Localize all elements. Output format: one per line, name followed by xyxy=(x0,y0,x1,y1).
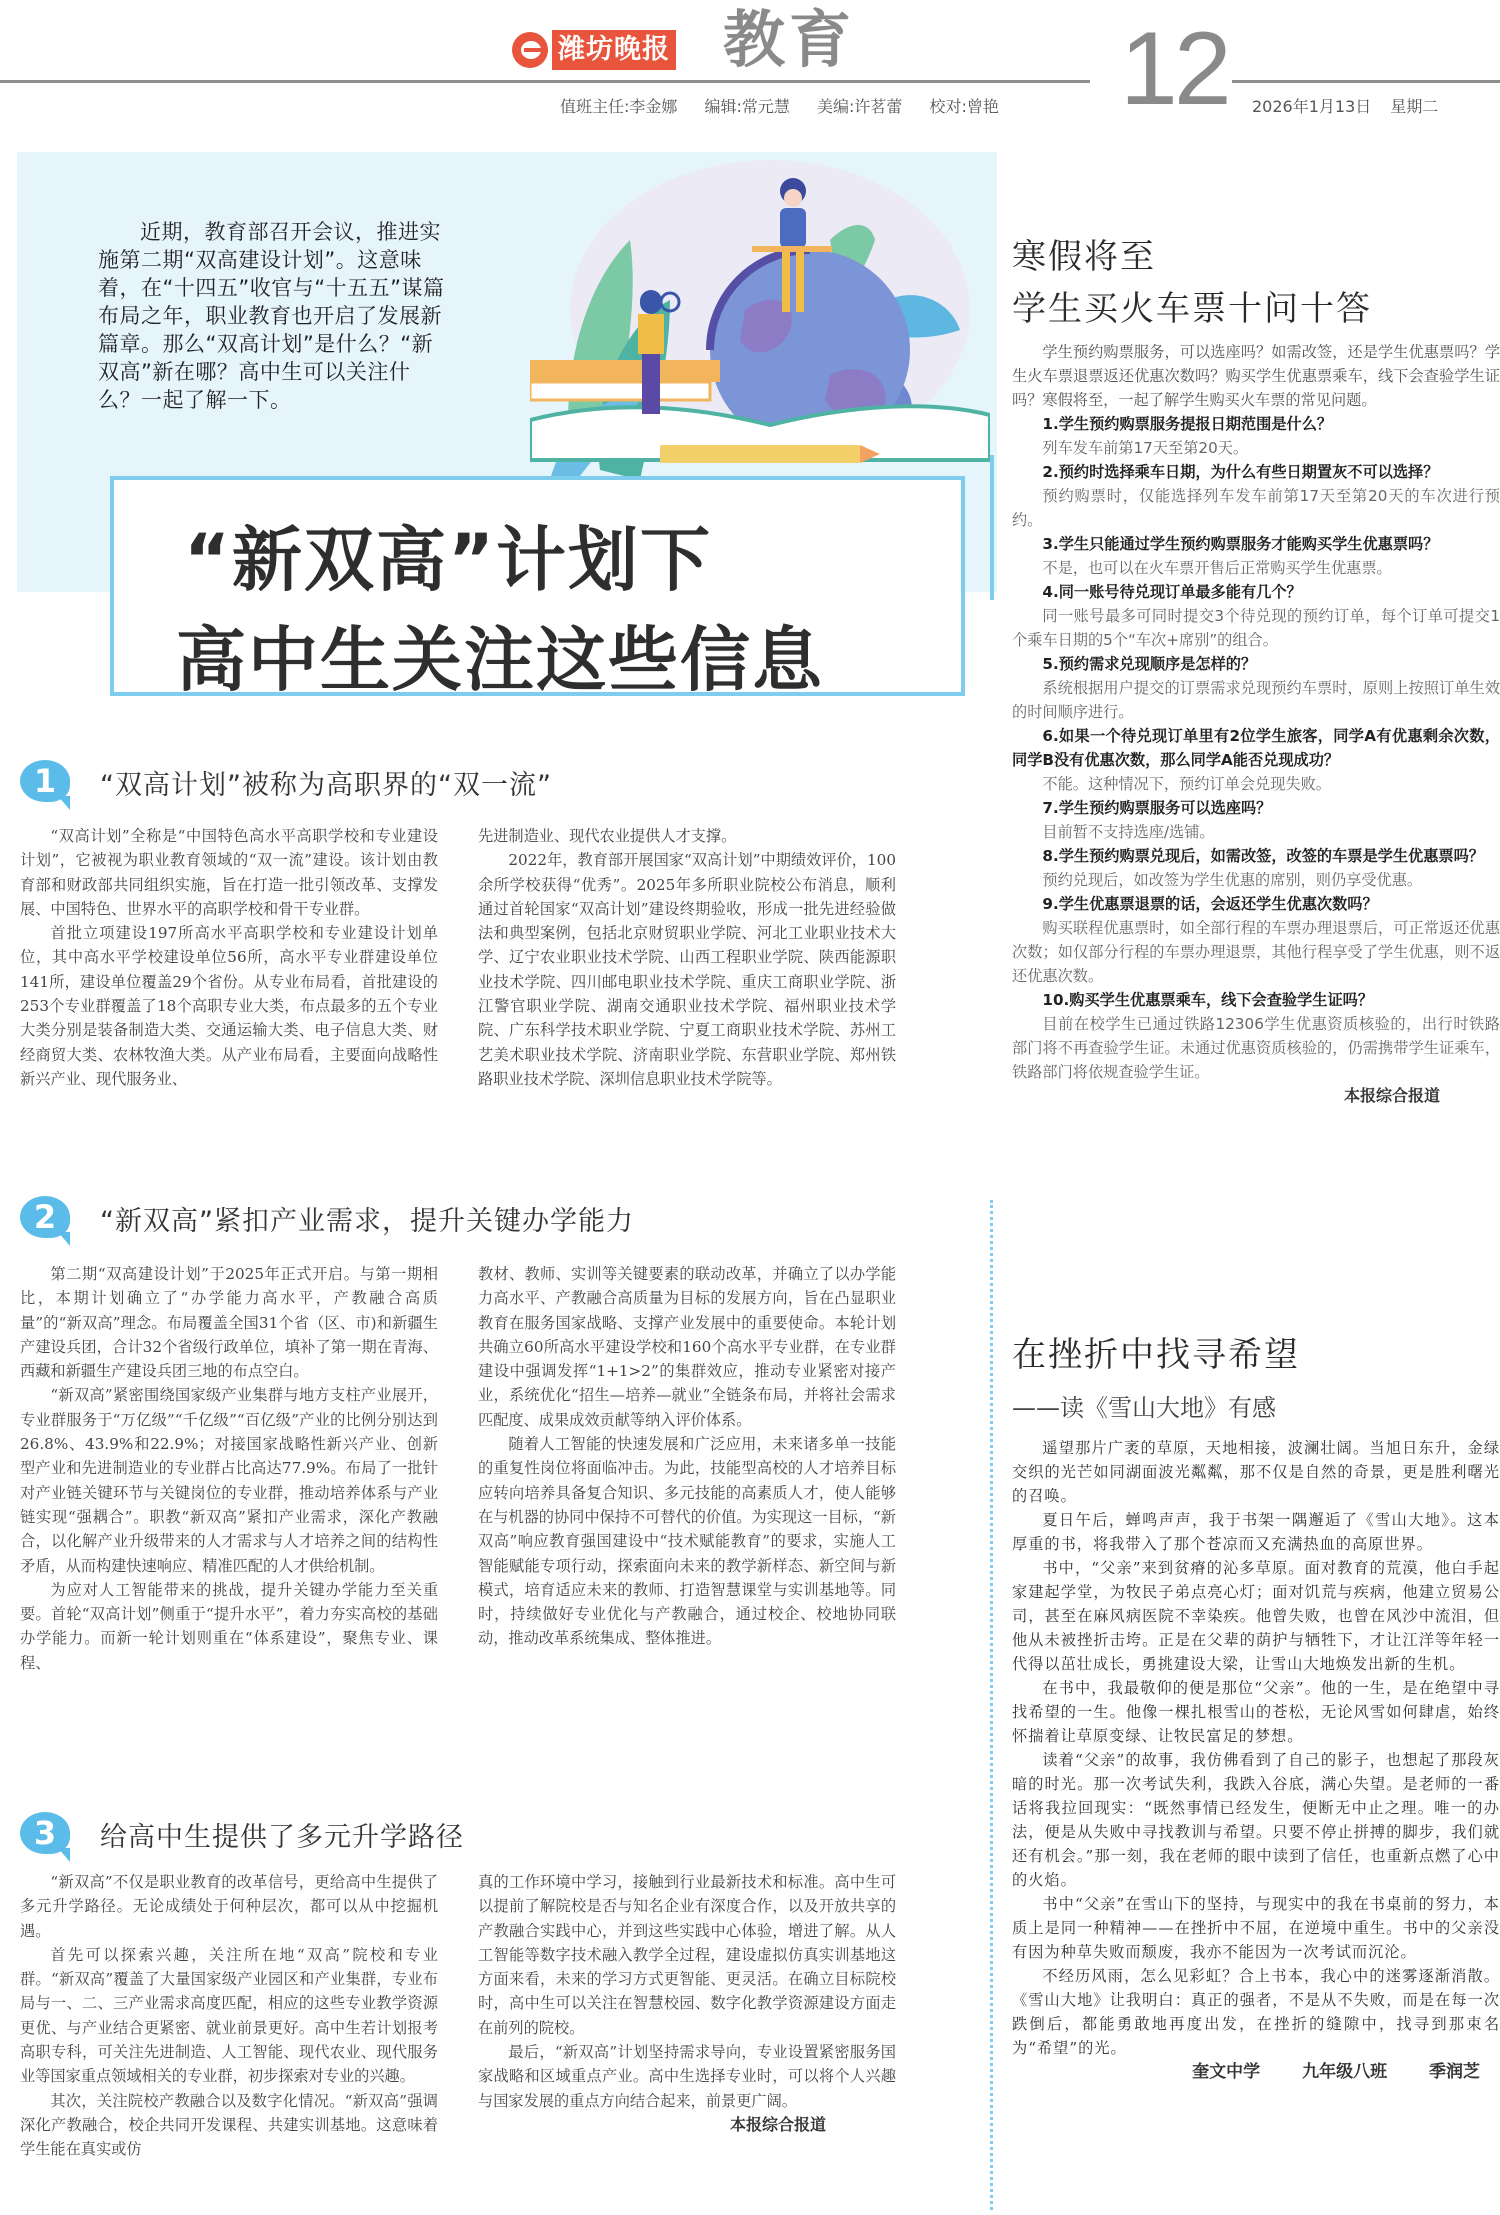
paragraph: “双高计划”全称是“中国特色高水平高职学校和专业建设计划”，它被视为职业教育领域的“双一流”建设。该计划由教育部和财政部共同组织实施，旨在打造一批引领改革、支撑发展、中国特色、世界水平的高职学校和骨干专业群。 xyxy=(20,827,438,918)
paragraph: 书中，“父亲”来到贫瘠的沁多草原。面对教育的荒漠，他白手起家建起学堂，为牧民子弟点亮心灯；面对饥荒与疾病，他建立贸易公司，甚至在麻风病医院不幸染疾。他曾失败，也曾在风沙中流泪，但他从未被挫折击垮。正是在父辈的荫护与牺牲下，才让江洋等年轻一代得以茁壮成长，勇挑建设大梁，让雪山大地焕发出新的生机。 xyxy=(1012,1559,1500,1673)
qa-question: 7.学生预约购票服务可以选座吗？ xyxy=(1042,799,1272,817)
paragraph: 其次，关注院校产教融合以及数字化情况。“新双高”强调深化产教融合，校企共同开发课程、共建实训基地。这意味着学生能在真实或仿 xyxy=(20,2091,438,2159)
paragraph: 教材、教师、实训等关键要素的联动改革，并确立了以办学能力高水平、产教融合高质量为目标的发展方向，旨在凸显职业教育在服务国家战略、支撑产业发展中的重要使命。本轮计划共确立60所高水平建设学校和160个高水平专业群，在专业群建设中强调发挥“1+1>2”的集群效应，推动专业紧密对接产业，系统优化“招生—培养—就业”全链条布局，并将社会需求匹配度、成果成效贡献等纳入评价体系。 xyxy=(478,1265,896,1429)
paragraph: 随着人工智能的快速发展和广泛应用，未来诸多单一技能的重复性岗位将面临冲击。为此，技能型高校的人才培养目标应转向培养具备复合知识、多元技能的高素质人才，使人能够在与机器的协同中保持不可替代的价值。为实现这一目标，“新双高”响应教育强国建设中“技术赋能教育”的要求，实施人工智能赋能专项行动，探索面向未来的教学新样态、新空间与新模式，培育适应未来的教师、打造智慧课堂与实训基地等。同时，持续做好专业优化与产教融合，通过校企、校地协同联动，推动改革系统集成、整体推进。 xyxy=(478,1435,896,1648)
section-2-badge-icon: 2 xyxy=(20,1196,70,1240)
headline-line-1: “新双高”计划下 xyxy=(184,519,713,601)
paragraph: 2022年，教育部开展国家“双高计划”中期绩效评价，100余所学校获得“优秀”。2025年多所职业院校公布消息，顺利通过首轮国家“双高计划”建设终期验收，形成一批先进经验做法和典型案例，包括北京财贸职业学院、河北工业职业技术大学、辽宁农业职业技术学院、山西工程职业学院、陕西能源职业技术学院、四川邮电职业技术学院、重庆工商职业学院、浙江警官职业学院、湖南交通职业技术学院、福州职业技术学院、广东科学技术职业学院、宁夏工商职业技术学院、苏州工艺美术职业技术学院、济南职业学院、东营职业学院、郑州铁路职业技术学院、深圳信息职业技术学院等。 xyxy=(478,851,896,1088)
section-2-column-right xyxy=(478,1262,896,1651)
essay-subtitle: ——读《雪山大地》有感 xyxy=(1012,1394,1276,1422)
paragraph: 第二期“双高建设计划”于2025年正式开启。与第一期相比，本期计划确立了“办学能力高水平，产教融合高质量”的“新双高”理念。布局覆盖全国31个省（区、市)和新疆生产建设兵团，合计32个省级行政单位，填补了第一期在青海、西藏和新疆生产建设兵团三地的布点空白。 xyxy=(20,1265,438,1381)
train-article-byline: 本报综合报道 xyxy=(1343,1086,1440,1105)
issue-date xyxy=(1252,94,1452,117)
qa-answer: 同一账号最多可同时提交3个待兑现的预约订单，每个订单可提交1个乘车日期的5个“车次+席别”的组合。 xyxy=(1012,607,1500,649)
essay-title: 在挫折中找寻希望 xyxy=(1012,1335,1300,1375)
paragraph: 夏日午后，蝉鸣声声，我于书架一隅邂逅了《雪山大地》。这本厚重的书，将我带入了那个苍凉而又充满热血的高原世界。 xyxy=(1012,1511,1500,1553)
paragraph: 真的工作环境中学习，接触到行业最新技术和标准。高中生可以提前了解院校是否与知名企业有深度合作，以及开放共享的产教融合实践中心，并到这些实践中心体验，增进了解。从人工智能等数字技术融入教学全过程，建设虚拟仿真实训基地这方面来看，未来的学习方式更智能、更灵活。在确立目标院校时，高中生可以关注在智慧校园、数字化教学资源建设方面走在前列的院校。 xyxy=(478,1873,896,2037)
staff-credits xyxy=(560,94,1015,117)
train-article-title-line-2: 学生买火车票十问十答 xyxy=(1012,289,1372,329)
paragraph: “新双高”不仅是职业教育的改革信号，更给高中生提供了多元升学路径。无论成绩处于何种层次，都可以从中挖掘机遇。 xyxy=(20,1873,438,1940)
paragraph: 首先可以探索兴趣，关注所在地“双高”院校和专业群。“新双高”覆盖了大量国家级产业园区和产业集群，专业布局与一、二、三产业需求高度匹配，相应的这些专业教学资源更优、与产业结合更紧密、就业前景更好。高中生若计划报考高职专科，可关注先进制造、人工智能、现代农业、现代服务业等国家重点领域相关的专业群，初步探索对专业的兴趣。 xyxy=(20,1945,438,2086)
essay-body xyxy=(1012,1436,1500,2084)
train-article-body xyxy=(1012,340,1500,1108)
qa-question: 4.同一账号待兑现订单最多能有几个？ xyxy=(1042,583,1302,601)
masthead-rule-right xyxy=(1232,80,1500,83)
paragraph: 在书中，我最敬仰的便是那位“父亲”。他的一生，是在绝望中寻找希望的一生。他像一棵扎根雪山的苍松，无论风雪如何肆虐，始终怀揣着让草原变绿、让牧民富足的梦想。 xyxy=(1012,1679,1500,1745)
author-school: 奎文中学 xyxy=(1192,2062,1261,2082)
section-1-column-left xyxy=(20,824,438,1091)
qa-answer: 不能。这种情况下，预约订单会兑现失败。 xyxy=(1042,775,1331,793)
qa-answer: 目前在校学生已通过铁路12306学生优惠资质核验的，出行时铁路部门将不再查验学生证。未通过优惠资质核验的，仍需携带学生证乘车，铁路部门将依规查验学生证。 xyxy=(1012,1015,1500,1081)
author-name: 季润芝 xyxy=(1429,2062,1480,2082)
qa-answer: 目前暂不支持选座/选铺。 xyxy=(1042,823,1215,841)
qa-question: 3.学生只能通过学生预约购票服务才能购买学生优惠票吗？ xyxy=(1042,535,1439,553)
qa-question: 2.预约时选择乘车日期，为什么有些日期置灰不可以选择？ xyxy=(1042,463,1439,481)
paragraph: 遥望那片广袤的草原，天地相接，波澜壮阔。当旭日东升，金绿交织的光芒如同湖面波光粼粼，那不仅是自然的奇景，更是胜利曙光的召唤。 xyxy=(1012,1439,1500,1505)
qa-answer: 列车发车前第17天至第20天。 xyxy=(1042,439,1249,457)
section-2-title: “新双高”紧扣产业需求，提升关键办学能力 xyxy=(100,1205,634,1237)
hero-accent-strip xyxy=(990,455,994,600)
qa-answer: 不是，也可以在火车票开售后正常购买学生优惠票。 xyxy=(1042,559,1392,577)
paragraph: 读着“父亲”的故事，我仿佛看到了自己的影子，也想起了那段灰暗的时光。那一次考试失利，我跌入谷底，满心失望。是老师的一番话将我拉回现实：“既然事情已经发生，便断无中止之理。唯一的办法，便是从失败中寻找教训与希望。只要不停止拼搏的脚步，我们就还有机会。”那一刻，我在老师的眼中读到了信任，也重新点燃了心中的火焰。 xyxy=(1012,1751,1500,1889)
qa-question: 1.学生预约购票服务提报日期范围是什么？ xyxy=(1042,415,1333,433)
section-1-title: “双高计划”被称为高职界的“双一流” xyxy=(100,769,552,801)
section-3-column-right xyxy=(478,1870,896,2137)
paragraph: 不经历风雨，怎么见彩虹？合上书本，我心中的迷雾逐渐消散。《雪山大地》让我明白：真正的强者，不是从不失败，而是在每一次跌倒后，都能勇敢地再度出发，在挫折的缝隙中，找寻到那束名为“希望”的光。 xyxy=(1012,1967,1500,2057)
qa-question: 9.学生优惠票退票的话，会返还学生优惠次数吗？ xyxy=(1042,895,1378,913)
paragraph: “新双高”紧密围绕国家级产业集群与地方支柱产业展开，专业群服务于“万亿级”“千亿级”“百亿级”产业的比例分别达到26.8%、43.9%和22.9%；对接国家战略性新兴产业、创新型产业和先进制造业的专业群占比高达77.9%。布局了一批针对产业链关键环节与关键岗位的专业群，推动培养体系与产业链实现“强耦合”。职教“新双高”紧扣产业需求，深化产教融合，以化解产业升级带来的人才需求与人才培养之间的结构性矛盾，从而构建快速响应、精准匹配的人才供给机制。 xyxy=(20,1386,438,1575)
qa-answer: 预约购票时，仅能选择列车发车前第17天至第20天的车次进行预约。 xyxy=(1012,487,1500,529)
section-3-header xyxy=(20,1812,464,1856)
author-class: 九年级八班 xyxy=(1302,2062,1388,2082)
masthead-rule-left xyxy=(0,80,1090,83)
section-name: 教育 xyxy=(723,3,856,76)
qa-question: 6.如果一个待兑现订单里有2位学生旅客，同学A有优惠剩余次数，同学B没有优惠次数，那么同学A能否兑现成功？ xyxy=(1012,727,1500,769)
train-article-intro: 学生预约购票服务，可以选座吗？如需改签，还是学生优惠票吗？学生火车票退票返还优惠次数吗？购买学生优惠票乘车，线下会查验学生证吗？寒假将至，一起了解学生购买火车票的常见问题。 xyxy=(1012,343,1500,409)
section-3-column-left xyxy=(20,1870,438,2162)
staff-duty-editor: 值班主任:李金娜 xyxy=(560,97,678,116)
paragraph: 先进制造业、现代农业提供人才支撑。 xyxy=(478,827,737,845)
qa-answer: 预约兑现后，如改签为学生优惠的席别，则仍享受优惠。 xyxy=(1042,871,1423,889)
paragraph: 最后，“新双高”计划坚持需求导向，专业设置紧密服务国家战略和区域重点产业。高中生选择专业时，可以将个人兴趣与国家发展的重点方向结合起来，前景更广阔。 xyxy=(478,2043,896,2110)
qa-answer: 系统根据用户提交的订票需求兑现预约车票时，原则上按照订单生效的时间顺序进行。 xyxy=(1012,679,1500,721)
column-divider xyxy=(990,1200,993,2210)
logo-mark-icon xyxy=(512,32,548,68)
section-3-byline: 本报综合报道 xyxy=(729,2114,826,2134)
masthead xyxy=(0,0,1500,125)
qa-question: 5.预约需求兑现顺序是怎样的？ xyxy=(1042,655,1257,673)
newspaper-logo xyxy=(512,30,676,70)
section-1-column-right xyxy=(478,824,896,1091)
date: 2026年1月13日 xyxy=(1252,97,1372,116)
section-3-title: 给高中生提供了多元升学路径 xyxy=(100,1821,464,1853)
section-1-header xyxy=(20,760,552,804)
page-number: 12 xyxy=(1120,11,1228,127)
paragraph: 首批立项建设197所高水平高职学校和专业建设计划单位，其中高水平学校建设单位56所，高水平专业群建设单位141所，建设单位覆盖29个省份。从专业布局看，首批建设的253个专业群覆盖了18个高职专业大类，布点最多的五个专业大类分别是装备制造大类、交通运输大类、电子信息大类、财经商贸大类、农林牧渔大类。从产业布局看，主要面向战略性新兴产业、现代服务业、 xyxy=(20,924,438,1088)
qa-question: 10.购买学生优惠票乘车，线下会查验学生证吗？ xyxy=(1042,991,1374,1009)
paragraph: 为应对人工智能带来的挑战，提升关键办学能力至关重要。首轮“双高计划”侧重于“提升水平”，着力夯实高校的基础办学能力。而新一轮计划则重在“体系建设”，聚焦专业、课程、 xyxy=(20,1580,438,1672)
section-1-badge-icon: 1 xyxy=(20,760,70,804)
staff-editor: 编辑:常元慧 xyxy=(704,97,790,116)
section-2-column-left xyxy=(20,1262,438,1675)
hero-intro: 近期，教育部召开会议，推进实施第二期“双高建设计划”。这意味着，在“十四五”收官与“十五五”谋篇布局之年，职业教育也开启了发展新篇章。那么“双高计划”是什么？“新双高”新在哪？高中生可以关注什么？一起了解一下。 xyxy=(98,220,445,412)
staff-art-editor: 美编:许茗蕾 xyxy=(817,97,903,116)
headline-box xyxy=(110,476,965,701)
headline-line-2: 高中生关注这些信息 xyxy=(176,619,824,701)
weekday: 星期二 xyxy=(1390,97,1439,116)
qa-question: 8.学生预约购票兑现后，如需改签，改签的车票是学生优惠票吗？ xyxy=(1042,847,1484,865)
main-headline xyxy=(176,510,824,710)
education-illustration-icon xyxy=(530,160,990,500)
staff-proofreader: 校对:曾艳 xyxy=(929,97,999,116)
paragraph: 书中“父亲”在雪山下的坚持，与现实中的我在书桌前的努力，本质上是同一种精神——在挫折中不屈，在逆境中重生。书中的父亲没有因为种草失败而颓废，我亦不能因为一次考试而沉沦。 xyxy=(1012,1895,1500,1961)
section-2-header xyxy=(20,1196,634,1240)
section-3-badge-icon: 3 xyxy=(20,1812,70,1856)
logo-text: 潍坊晚报 xyxy=(552,30,676,70)
essay-author xyxy=(1012,2060,1500,2084)
qa-answer: 购买联程优惠票时，如全部行程的车票办理退票后，可正常返还优惠次数；如仅部分行程的车票办理退票，其他行程享受了学生优惠，则不返还优惠次数。 xyxy=(1012,919,1500,985)
train-article-title-line-1: 寒假将至 xyxy=(1012,237,1156,277)
